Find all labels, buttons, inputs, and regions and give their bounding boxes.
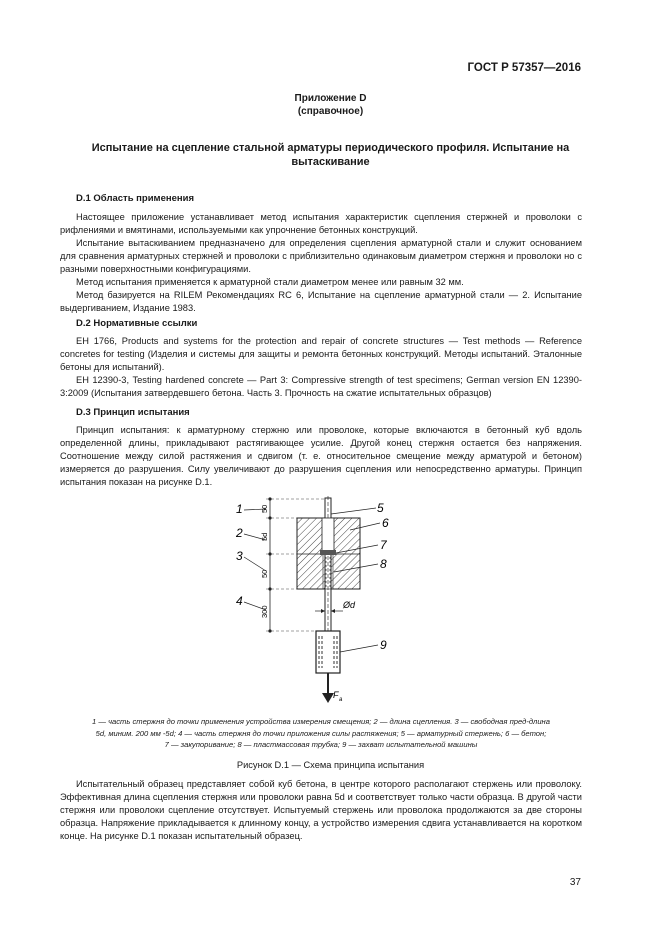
paragraph: ЕН 1766, Products and systems for the protection and repair of concrete structures — Test methods — Reference concretes for testing (Изделия и системы для защиты и ремонта бетонных конструкций. Методы испытаний. Эталонные бетоны для испытаний). bbox=[60, 336, 582, 372]
paragraph: Принцип испытания: к арматурному стержню или проволоке, которые включаются в бетонный куб вдоль определенной длины, прикладывают растягивающее усилие. Другой конец стержня остается без напряжения. Соотношение между силой растяжения и сдвигом (т. е. относительное смещение между арматурой и бетоном) измеряется до разрушения. Силу увеличивают до разрушения сцепления или непосредственно арматуры. Принцип испытания показан на рисунке D.1. bbox=[60, 425, 582, 487]
paragraph: Метод базируется на RILEM Рекомендациях RC 6, Испытание на сцепление арматурной стали — 2. Испытание выдергиванием, Издание 1983. bbox=[60, 290, 582, 313]
section-d3-heading: D.3 Принцип испытания bbox=[76, 407, 190, 418]
figure-title: Рисунок D.1 — Схема принципа испытания bbox=[236, 760, 425, 770]
appendix-title: Приложение D bbox=[294, 93, 367, 104]
bond-zone bbox=[323, 554, 333, 589]
callout-3: 3 bbox=[236, 549, 243, 563]
standard-header: ГОСТ Р 57357—2016 bbox=[467, 62, 581, 74]
callout-9: 9 bbox=[380, 638, 387, 652]
sealing bbox=[320, 550, 336, 555]
paragraph: Испытание вытаскиванием предназначено для определения сцепления арматурной стали и служит основанием для сравнения арматурных стержней и проволоки с приблизительно одинаковым диаметром стержня и проволоки но с разными поверхностными конфигурациями. bbox=[60, 238, 582, 274]
callout-8: 8 bbox=[380, 557, 387, 571]
callout-7: 7 bbox=[380, 538, 387, 552]
force-subscript: a bbox=[339, 697, 343, 703]
callout-2: 2 bbox=[236, 526, 243, 540]
paragraph: Настоящее приложение устанавливает метод испытания характеристик сцепления стержней и проволоки с рифлениями и вмятинами, используемыми как упрочнение бетонных конструкций. bbox=[60, 212, 582, 235]
paragraph: Метод испытания применяется к арматурной стали диаметром менее или равным 32 мм. bbox=[76, 277, 464, 287]
appendix-subtitle: (справочное) bbox=[297, 106, 364, 117]
dim-5d: 5d bbox=[260, 532, 269, 541]
callout-5: 5 bbox=[377, 501, 384, 515]
closing-body bbox=[60, 778, 582, 843]
dim-50-top: 50 bbox=[260, 504, 269, 513]
callout-6: 6 bbox=[382, 516, 389, 530]
left-leader-lines bbox=[244, 509, 266, 610]
plastic-tube bbox=[322, 518, 334, 554]
dim-50-bottom: 50 bbox=[260, 569, 269, 578]
testing-machine-grip bbox=[316, 631, 340, 673]
callout-4: 4 bbox=[236, 594, 243, 608]
legend-line: 5d, миним. 200 мм -5d; 4 — часть стержня до точки приложения силы растяжения; 5 — арматурный стержень; 6 — бетон; bbox=[95, 728, 547, 738]
section-d1-heading: D.1 Область применения bbox=[76, 193, 195, 204]
dim-300: 300 bbox=[260, 605, 269, 618]
section-d2-heading: D.2 Нормативные ссылки bbox=[76, 318, 198, 329]
force-label: F bbox=[333, 690, 339, 700]
page-number: 37 bbox=[569, 877, 581, 888]
diameter-label: Ød bbox=[343, 600, 356, 610]
document-title: Испытание на сцепление стальной арматуры периодического профиля. Испытание на вытаскивание bbox=[91, 142, 570, 168]
figure-legend bbox=[60, 716, 582, 751]
legend-line: 7 — закупоривание; 8 — пластмассовая трубка; 9 — захват испытательной машины bbox=[164, 740, 478, 749]
legend-line: 1 — часть стержня до точки применения устройства измерения смещения; 2 — длина сцепления. 3 — свободная пред-длина bbox=[92, 717, 550, 726]
callout-1: 1 bbox=[236, 502, 243, 516]
paragraph: Испытательный образец представляет собой куб бетона, в центре которого располагают стержень или проволоку. Эффективная длина сцепления стержня или проволоки равна 5d и соответствует только части образца. В другой части стержня или проволоки сцепление отсутствует. Испытуемый стержень или проволока продолжаются за две стороны образца. Напряжение прикладывается к длинному концу, а устройство измерения сдвига устанавливается на коротком конце. На рисунке D.1 показан испытательный образец. bbox=[60, 779, 582, 841]
paragraph: ЕН 12390-3, Testing hardened concrete — Part 3: Compressive strength of test specimens; German version EN 12390-3:2009 (Испытания затвердевшего бетона. Часть 3. Прочность на сжатие испытательных образцов) bbox=[60, 375, 582, 398]
